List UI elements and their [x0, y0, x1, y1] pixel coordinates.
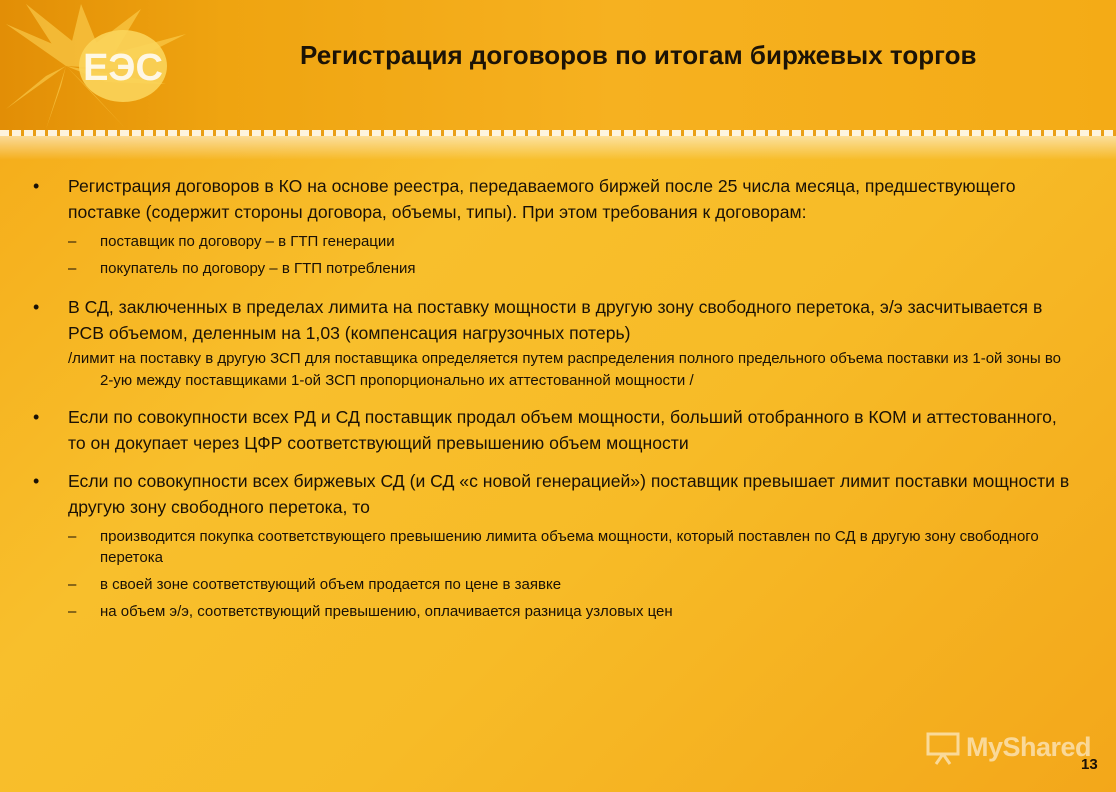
sub-item: [30, 258, 1070, 279]
bullet-item: [30, 405, 1070, 456]
header-shadow: [0, 136, 1116, 160]
note-text: /лимит на поставку в другую ЗСП для поставщика определяется путем распределения полного предельного объема поставки из 1-ой зоны во 2-ую между поставщиками 1-ой ЗСП пропорционально их аттестованной мощности /: [68, 350, 1062, 389]
presentation-icon: [924, 728, 964, 768]
bullet-item: [30, 174, 1070, 225]
bullet-item: [30, 295, 1070, 346]
bullet-text: В СД, заключенных в пределах лимита на поставку мощности в другую зону свободного перетока, э/э засчитывается в РСВ объемом, деленным на 1,03 (компенсация нагрузочных потерь): [68, 297, 1043, 343]
sub-text: поставщик по договору – в ГТП генерации: [100, 233, 395, 250]
page-number: 13: [1081, 756, 1098, 773]
bullet-item: [30, 469, 1070, 520]
sub-text: покупатель по договору – в ГТП потребления: [100, 260, 416, 277]
bullet-marker: •: [33, 297, 40, 317]
bullet-text: Если по совокупности всех РД и СД поставщик продал объем мощности, больший отобранного в КОМ и аттестованного, то он докупает через ЦФР соответствующий превышению объем мощности: [68, 407, 1057, 453]
dash-marker: –: [68, 233, 77, 250]
sub-item: [30, 601, 1070, 622]
sub-text: на объем э/э, соответствующий превышению, оплачивается разница узловых цен: [100, 603, 673, 620]
sub-item: [30, 526, 1070, 568]
dash-marker: –: [68, 603, 77, 620]
sub-item: [30, 574, 1070, 595]
dash-marker: –: [68, 528, 77, 545]
company-logo: [6, 4, 256, 129]
sub-item: [30, 231, 1070, 252]
bullet-marker: •: [33, 407, 40, 427]
slide-content: [30, 174, 1070, 622]
bullet-text: Если по совокупности всех биржевых СД (и СД «с новой генерацией») поставщик превышает лимит поставки мощности в другую зону свободного перетока, то: [68, 471, 1070, 517]
sub-text: в своей зоне соответствующий объем продается по цене в заявке: [100, 576, 562, 593]
logo-text: ЕЭС: [83, 47, 163, 89]
bullet-marker: •: [33, 176, 40, 196]
watermark: [924, 728, 1092, 768]
sub-text: производится покупка соответствующего превышению лимита объема мощности, который поставлен по СД в другую зону свободного перетока: [100, 528, 1039, 566]
dash-marker: –: [68, 576, 77, 593]
slide-title: Регистрация договоров по итогам биржевых торгов: [300, 40, 977, 70]
bullet-text: Регистрация договоров в КО на основе реестра, передаваемого биржей после 25 числа месяца, предшествующего поставке (содержит стороны договора, объемы, типы). При этом требования к договорам:: [68, 176, 1016, 222]
dash-marker: –: [68, 260, 77, 277]
watermark-text: MyShared: [966, 732, 1092, 762]
bullet-marker: •: [33, 471, 40, 491]
